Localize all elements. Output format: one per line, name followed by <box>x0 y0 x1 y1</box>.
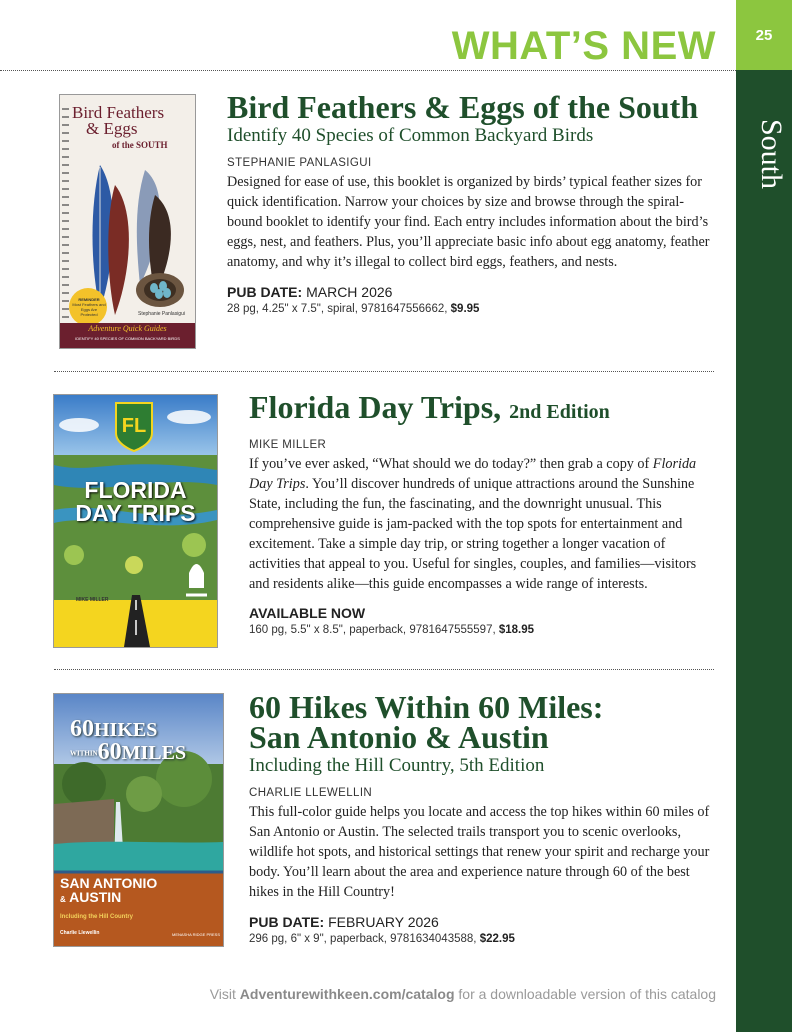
footer-prefix: Visit <box>209 986 236 1002</box>
book-title[interactable]: Bird Feathers & Eggs of the South <box>227 89 699 125</box>
cover-title-line: DAY TRIPS <box>75 500 196 526</box>
book-entry-bird-feathers <box>227 89 717 315</box>
book-price: $9.95 <box>450 303 480 315</box>
cover-title-part: WITHIN <box>70 749 98 758</box>
book-author: MIKE MILLER <box>249 439 327 451</box>
cover-shield-text: FL <box>121 415 147 437</box>
cover-badge-text: Most Feathers and Eggs Are Protected <box>72 302 106 317</box>
pub-date-label: PUB DATE: <box>249 914 325 930</box>
cover-title-line: Bird Feathers <box>72 103 165 122</box>
book-description <box>249 454 719 594</box>
desc-text: If you’ve ever asked, “What should we do today?” then grab a copy of <box>249 456 653 472</box>
availability <box>249 605 719 621</box>
cover-place <box>60 876 220 907</box>
book-cover-florida-day-trips[interactable] <box>54 395 217 647</box>
cover-subtitle-line: of the SOUTH <box>112 140 168 150</box>
book-specs <box>227 303 717 315</box>
cover-title-line: FLORIDA <box>84 477 187 503</box>
cover-author: Charlie Llewellin <box>60 930 100 936</box>
cover-title <box>54 479 217 525</box>
book-title-line: 60 Hikes Within 60 Miles: <box>249 689 604 725</box>
cover-place-amp: & <box>60 895 66 904</box>
footer-note <box>0 986 716 1002</box>
section-title: WHAT’S NEW <box>451 24 716 68</box>
region-tab: South <box>755 118 788 190</box>
book-title-line: San Antonio & Austin <box>249 719 549 755</box>
book-cover-bird-feathers[interactable] <box>60 95 195 348</box>
cover-badge <box>72 297 106 317</box>
cover-sub: Including the Hill Country <box>60 914 133 920</box>
page-number: 25 <box>736 0 792 70</box>
cover-tagline: IDENTIFY 40 SPECIES OF COMMON BACKYARD BIRDS <box>75 336 180 341</box>
cover-title <box>70 718 220 764</box>
cover-title-part: MILES <box>121 742 187 764</box>
desc-text: . You’ll discover hundreds of unique attractions around the Sunshine State, including the fun, the fascinating, and the downright unusual. This comprehensive guide is jam-packed with the top spots for entertainment and excitement. Take a simple day trip, or string together a longer vacation of activities that appeal to you. Useful for singles, couples, and families—visitors and residents alike—this guide encompasses a wide range of interests. <box>249 476 697 592</box>
cover-badge-title: REMINDER <box>78 297 100 302</box>
availability-label: AVAILABLE NOW <box>249 605 366 621</box>
book-specs <box>249 624 719 636</box>
book-subtitle: Identify 40 Species of Common Backyard Birds <box>227 125 594 146</box>
specs-text: 296 pg, 6" x 9", paperback, 9781634043588, <box>249 933 477 945</box>
book-entry-florida-day-trips <box>249 389 719 636</box>
catalog-link[interactable]: Adventurewithkeen.com/catalog <box>239 986 455 1002</box>
cover-title-part: 60 <box>97 739 122 765</box>
book-specs <box>249 933 719 945</box>
pub-date-value: FEBRUARY 2026 <box>328 914 439 930</box>
book-author: CHARLIE LLEWELLIN <box>249 787 373 799</box>
entry-divider <box>54 371 714 372</box>
cover-title-part: HIKES <box>94 719 158 741</box>
pub-date-value: MARCH 2026 <box>306 284 393 300</box>
pub-date <box>249 914 719 930</box>
book-price: $22.95 <box>479 933 515 945</box>
cover-title-part: 60 <box>70 716 94 742</box>
cover-title <box>72 105 192 153</box>
book-title[interactable] <box>249 689 719 755</box>
header-divider <box>0 70 736 71</box>
book-subtitle: Including the Hill Country, 5th Edition <box>249 755 545 776</box>
cover-title-row <box>70 718 220 741</box>
book-cover-60-hikes[interactable] <box>54 694 223 946</box>
book-description: Designed for ease of use, this booklet is organized by birds’ typical feather sizes for quick identification. Narrow your choices by size and browse through the spiral-bound booklet to identify your find. Each entry includes information about the bird’s eggs, nest, and feathers. Plus, you’ll appreciate basic info about egg anatomy, feather anatomy, and why it’s illegal to collect bird eggs, feathers, and nests. <box>227 174 710 270</box>
cover-author: Stephanie Panlasigui <box>138 311 185 317</box>
pub-date-label: PUB DATE: <box>227 284 303 300</box>
book-title[interactable] <box>249 389 719 427</box>
cover-publisher: MENASHA RIDGE PRESS <box>172 932 221 937</box>
specs-text: 28 pg, 4.25" x 7.5", spiral, 9781647556662, <box>227 303 448 315</box>
cover-place-line <box>60 890 220 907</box>
book-title-text: Florida Day Trips, <box>249 389 502 425</box>
cover-author: MIKE MILLER <box>76 597 109 603</box>
cover-title-line: & Eggs <box>86 119 138 138</box>
book-edition: 2nd Edition <box>509 401 610 423</box>
book-description: This full-color guide helps you locate and access the top hikes within 60 miles of San Antonio or Austin. The selected trails transport you to scenic overlooks, wildlife hot spots, and historical settings that renew your spirit and recharge your body. You’ll learn about the area and experience nature through 60 of the best hikes in the Hill Country! <box>249 804 710 900</box>
cover-place-line: SAN ANTONIO <box>60 875 158 891</box>
cover-place-line2: AUSTIN <box>69 889 122 905</box>
pub-date <box>227 284 717 300</box>
specs-text: 160 pg, 5.5" x 8.5", paperback, 9781647555597, <box>249 624 496 636</box>
desc-italic-title: Florida Day Trips <box>249 456 697 492</box>
entry-divider <box>54 669 714 670</box>
cover-title-row <box>70 741 220 764</box>
book-author: STEPHANIE PANLASIGUI <box>227 157 372 169</box>
book-entry-60-hikes <box>249 689 719 945</box>
book-price: $18.95 <box>498 624 535 636</box>
footer-suffix: for a downloadable version of this catalog <box>458 986 716 1002</box>
cover-series: Adventure Quick Guides <box>88 324 167 333</box>
